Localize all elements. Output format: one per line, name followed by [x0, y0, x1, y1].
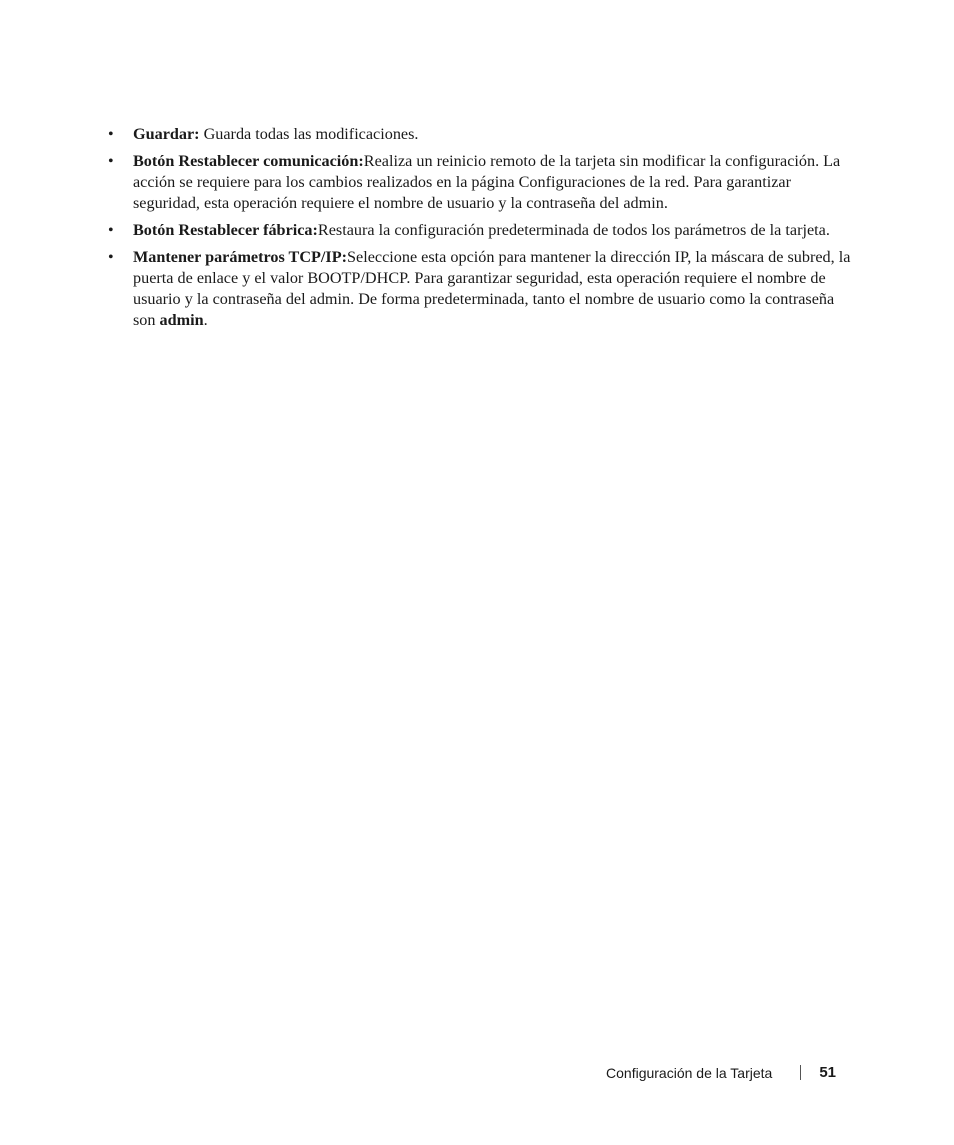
item-text: Restaura la configuración predeterminada de todos los parámetros de la tarjeta. — [317, 221, 830, 239]
bullet-icon: • — [108, 249, 114, 266]
list-item — [108, 220, 856, 241]
item-emphasis: admin — [159, 311, 204, 329]
bullet-list — [108, 124, 856, 337]
footer-section-title: Configuración de la Tarjeta — [606, 1064, 773, 1081]
list-item — [108, 247, 856, 331]
list-item — [108, 124, 856, 145]
item-term: Mantener parámetros TCP/IP: — [133, 248, 348, 266]
item-term: Botón Restablecer fábrica: — [133, 221, 318, 239]
footer-divider — [800, 1065, 801, 1080]
item-term: Botón Restablecer comunicación: — [133, 152, 364, 170]
item-text: Realiza un reinicio remoto de la tarjeta sin modificar la configuración. La acción se requiere para los cambios realizados en la página Configuraciones de la red. Para garantizar seguridad, esta operación requiere el nombre de usuario y la contraseña del admin. — [133, 152, 841, 212]
item-text: Seleccione esta opción para mantener la dirección IP, la máscara de subred, la puerta de enlace y el valor BOOTP/DHCP. Para garantizar seguridad, esta operación requiere el nombre de usuario y la contraseña del admin. De forma predeterminada, tanto el nombre de usuario como la contraseña son — [133, 248, 851, 329]
item-text: Guarda todas las modificaciones. — [199, 125, 419, 143]
bullet-icon: • — [108, 222, 114, 239]
item-term: Guardar: — [133, 125, 200, 143]
page-number: 51 — [819, 1064, 836, 1081]
bullet-icon: • — [108, 153, 114, 170]
list-item — [108, 151, 856, 214]
bullet-icon: • — [108, 126, 114, 143]
item-tail: . — [203, 311, 208, 329]
page-footer — [606, 1064, 836, 1081]
